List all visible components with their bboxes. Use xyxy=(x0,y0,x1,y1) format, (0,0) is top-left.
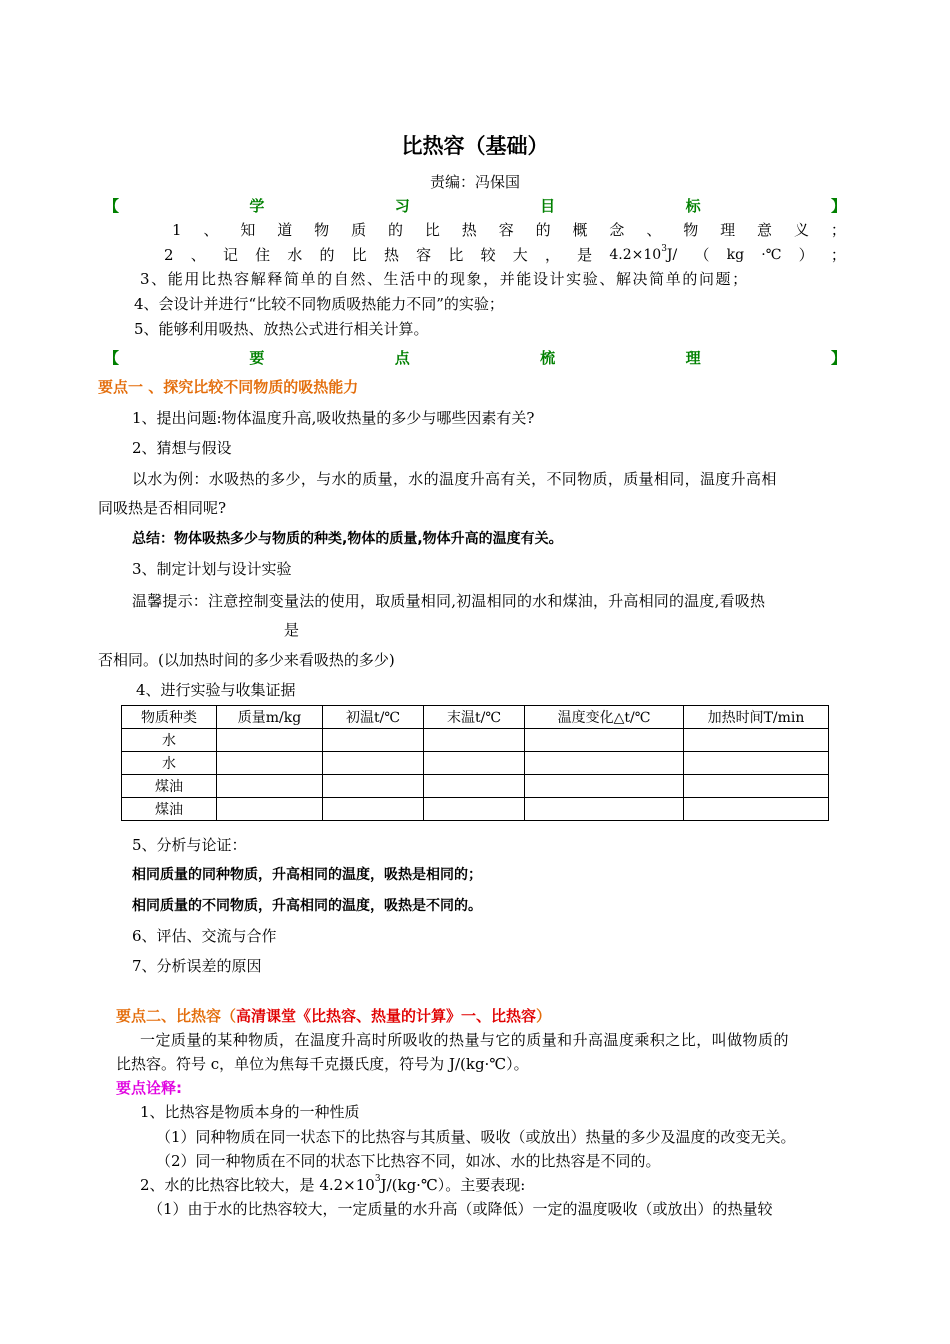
heading-char: 梳 xyxy=(540,349,556,367)
table-header-cell: 末温t/℃ xyxy=(424,706,525,729)
point1-step7: 7、分析误差的原因 xyxy=(132,957,262,975)
table-cell-substance: 煤油 xyxy=(122,798,217,821)
section-heading-goals xyxy=(104,195,846,217)
table-header-cell: 质量m/kg xyxy=(217,706,323,729)
table-header-cell: 物质种类 xyxy=(122,706,217,729)
table-row xyxy=(122,775,829,798)
heading-char: 习 xyxy=(394,197,410,215)
point1-conclusion-2: 相同质量的不同物质，升高相同的温度，吸热是不同的。 xyxy=(132,898,482,914)
point1-step3: 3、制定计划与设计实验 xyxy=(132,560,292,578)
point1-summary: 总结：物体吸热多少与物质的种类,物体的质量,物体升高的温度有关。 xyxy=(132,531,563,547)
table-row xyxy=(122,752,829,775)
bracket-right: 】 xyxy=(830,197,846,215)
point1-para-line2: 同吸热是否相同呢? xyxy=(98,499,227,517)
bracket-left: 【 xyxy=(104,197,120,215)
point2-title: 要点二、比热容（高清课堂《比热容、热量的计算》一、比热容） xyxy=(116,1007,552,1025)
heading-char: 目 xyxy=(540,197,556,215)
table-cell-substance: 水 xyxy=(122,729,217,752)
heading-char: 要 xyxy=(249,349,265,367)
document-title: 比热容（基础） xyxy=(401,134,549,158)
point1-title: 要点一 、探究比较不同物质的吸热能力 xyxy=(98,378,359,396)
goal-4: 4、会设计并进行“比较不同物质吸热能力不同”的实验； xyxy=(134,295,504,313)
editor-line: 责编：冯保国 xyxy=(429,173,520,191)
goal-5: 5、能够利用吸热、放热公式进行相关计算。 xyxy=(134,320,429,338)
point1-step5: 5、分析与论证： xyxy=(132,836,247,854)
bracket-left: 【 xyxy=(104,349,120,367)
point1-tip-line1: 温馨提示：注意控制变量法的使用，取质量相同,初温相同的水和煤油，升高相同的温度,看吸热 xyxy=(132,592,766,610)
section-heading-points xyxy=(104,347,846,369)
table-header-cell: 初温t/℃ xyxy=(323,706,424,729)
bracket-right: 】 xyxy=(830,349,846,367)
goal-3: 3、能用比热容解释简单的自然、生活中的现象，并能设计实验、解决简单的问题； xyxy=(140,270,749,288)
point2-definition-line2: 比热容。符号 c，单位为焦每千克摄氏度，符号为 J/(kg·℃）。 xyxy=(116,1055,529,1073)
experiment-table xyxy=(121,705,829,821)
point2-explain-1b: （2）同一种物质在不同的状态下比热容不同，如冰、水的比热容是不同的。 xyxy=(156,1152,661,1170)
point2-explain-2a: （1）由于水的比热容较大，一定质量的水升高（或降低）一定的温度吸收（或放出）的热量较 xyxy=(148,1200,773,1218)
table-cell-substance: 煤油 xyxy=(122,775,217,798)
table-header-row xyxy=(122,706,829,729)
goal-1: 1 、 知 道 物 质 的 比 热 容 的 概 念 、 物 理 意 义 ； xyxy=(172,221,846,239)
table-row xyxy=(122,729,829,752)
point1-para-line1: 以水为例：水吸热的多少，与水的质量，水的温度升高有关，不同物质，质量相同，温度升高相 xyxy=(132,470,777,488)
heading-char: 点 xyxy=(394,349,410,367)
table-cell-substance: 水 xyxy=(122,752,217,775)
heading-char: 学 xyxy=(249,197,265,215)
point1-step1: 1、提出问题:物体温度升高,吸收热量的多少与哪些因素有关? xyxy=(132,409,535,427)
table-header-cell: 温度变化△t/℃ xyxy=(525,706,684,729)
point1-step4: 4、进行实验与收集证据 xyxy=(136,681,296,699)
point1-conclusion-1: 相同质量的同种物质，升高相同的温度，吸热是相同的； xyxy=(132,867,482,883)
point2-explain-title: 要点诠释: xyxy=(116,1079,182,1097)
point1-tip-line2: 否相同。(以加热时间的多少来看吸热的多少) xyxy=(98,651,395,669)
heading-char: 标 xyxy=(685,197,701,215)
point2-explain-1a: （1）同种物质在同一状态下的比热容与其质量、吸收（或放出）热量的多少及温度的改变无关。 xyxy=(156,1128,796,1146)
point2-definition-line1: 一定质量的某种物质，在温度升高时所吸收的热量与它的质量和升高温度乘积之比，叫做物质的 xyxy=(140,1031,789,1049)
point2-explain-2: 2、水的比热容比较大，是 $4.2\times 10^3J/(kg\cdot℃)$。主要表现: xyxy=(140,1174,526,1194)
point1-step2: 2、猜想与假设 xyxy=(132,439,232,457)
point1-tip-is: 是 xyxy=(284,621,300,639)
point1-step6: 6、评估、交流与合作 xyxy=(132,927,277,945)
heading-char: 理 xyxy=(685,349,701,367)
point2-explain-1: 1、比热容是物质本身的一种性质 xyxy=(140,1103,360,1121)
goal-2: 2 、 记 住 水 的 比 热 容 比 较 大 ， 是 $4.2\times 10^3J/$ （ kg ·℃ ） ； xyxy=(164,244,846,264)
table-row xyxy=(122,798,829,821)
table-header-cell: 加热时间T/min xyxy=(684,706,829,729)
